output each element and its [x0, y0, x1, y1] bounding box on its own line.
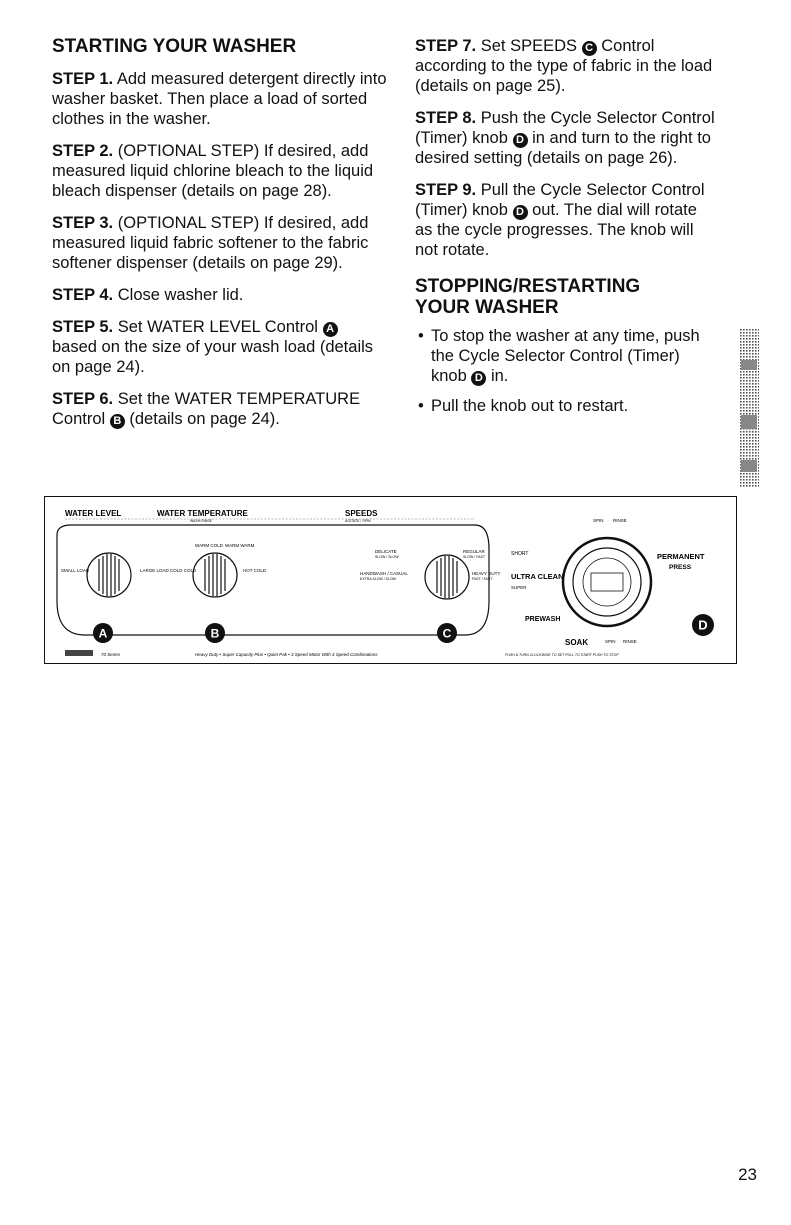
dial-spin: SPIN [605, 639, 616, 644]
control-c-badge: C [582, 41, 597, 56]
step-label: STEP 9. [415, 181, 477, 199]
step-text: Set WATER LEVEL Control [117, 318, 318, 336]
water-level-large-label: LARGE LOAD [140, 568, 169, 573]
left-column [52, 36, 387, 441]
step-2 [52, 141, 387, 201]
side-tab-decoration [737, 320, 761, 495]
step-1 [52, 69, 387, 129]
section-heading-starting: STARTING YOUR WASHER [52, 36, 297, 57]
water-temperature-label: WATER TEMPERATURE [157, 509, 248, 518]
page-number: 23 [738, 1165, 757, 1184]
dial-ultra-clean: ULTRA CLEAN [511, 572, 564, 581]
list-item [415, 396, 715, 416]
step-text: Pull the Cycle Selector Control (Timer) knob [415, 181, 705, 219]
step-label: STEP 3. [52, 214, 114, 232]
step-text: Set the WATER TEMPERATURE Control [52, 390, 361, 428]
heading-line: YOUR WASHER [415, 297, 559, 318]
speed-regular: REGULAR [463, 549, 485, 554]
control-a-badge: A [323, 322, 338, 337]
speed-heavy: HEAVY DUTY [472, 571, 501, 576]
step-text: (OPTIONAL STEP) If desired, add measured liquid chlorine bleach to the liquid bleach dispenser (details on page 28). [52, 142, 374, 200]
step-text: out. The dial will rotate as the cycle progresses. The knob will not rotate. [415, 201, 697, 259]
speeds-label: SPEEDS [345, 509, 378, 518]
step-text: based on the size of your wash load (details on page 24). [52, 338, 374, 376]
control-d-badge: D [471, 371, 486, 386]
step-label: STEP 7. [415, 37, 477, 55]
step-text: in and turn to the right to desired setting (details on page 26). [415, 129, 711, 167]
step-5 [52, 317, 387, 377]
dial-permanent: PERMANENT [657, 552, 705, 561]
water-level-small-label: SMALL LOAD [61, 568, 90, 573]
step-text: Close washer lid. [117, 286, 244, 304]
dial-super: SUPER [511, 585, 527, 590]
stop-restart-list [415, 326, 715, 416]
dial-rinse: RINSE [623, 639, 637, 644]
step-3 [52, 213, 387, 273]
control-d-badge: D [513, 205, 528, 220]
speed-handwash: HANDWASH / CASUAL [360, 571, 408, 576]
step-text: Push the Cycle Selector Control (Timer) knob [415, 109, 715, 147]
item-text: To stop the washer at any time, push the Cycle Selector Control (Timer) knob [431, 327, 700, 385]
step-label: STEP 8. [415, 109, 477, 127]
step-7 [415, 36, 715, 96]
control-panel-drawing [45, 497, 738, 665]
right-column [415, 36, 715, 426]
marker-b-letter: B [210, 626, 220, 641]
dial-short: SHORT [511, 551, 529, 557]
temp-hot-cold: HOT COLD [243, 568, 267, 573]
speed-delicate-sub: SLOW / SLOW [375, 555, 399, 559]
dial-soak: SOAK [565, 638, 589, 647]
control-b-badge: B [110, 414, 125, 429]
speed-regular-sub: SLOW / FAST [463, 555, 485, 559]
step-text: Control according to the type of fabric in the load (details on page 25). [415, 37, 713, 95]
control-d-badge: D [513, 133, 528, 148]
dial-top-spin: SPIN [593, 518, 604, 523]
step-9 [415, 180, 715, 260]
water-temp-knob [193, 553, 237, 597]
marker-d-letter: D [698, 617, 708, 633]
footer-instructions: PUSH & TURN CLOCKWISE TO SET PULL TO START PUSH TO STOP [505, 653, 619, 657]
step-6 [52, 389, 387, 429]
step-label: STEP 6. [52, 390, 114, 408]
step-text: Set SPEEDS [480, 37, 578, 55]
section-heading-stopping [415, 276, 715, 318]
footer-features: Heavy Duty • Super Capacity Plus • Quiet Pak • 3 Speed Motor With 4 Speed Combinations [195, 652, 378, 657]
step-text: Add measured detergent directly into washer basket. Then place a load of sorted clothes in the washer. [52, 70, 387, 128]
speed-heavy-sub: FAST / FAST [472, 577, 493, 581]
step-label: STEP 1. [52, 70, 114, 88]
item-text: in. [490, 367, 509, 385]
water-level-knob [87, 553, 131, 597]
brand-logo [65, 650, 93, 656]
marker-a-letter: A [98, 626, 108, 641]
speeds-knob [425, 555, 469, 599]
item-text: Pull the knob out to restart. [431, 397, 629, 415]
temp-cold-cold: COLD COLD [170, 568, 197, 573]
dial-press: PRESS [669, 564, 692, 571]
temp-warm-warm: WARM WARM [225, 543, 255, 548]
footer-series: 70 Series [101, 652, 121, 657]
water-level-label: WATER LEVEL [65, 509, 122, 518]
temp-warm-cold: WARM COLD [195, 543, 223, 548]
step-label: STEP 4. [52, 286, 114, 304]
step-8 [415, 108, 715, 168]
dial-top-rinse: RINSE [613, 518, 627, 523]
dial-prewash: PREWASH [525, 616, 561, 623]
step-4 [52, 285, 387, 305]
control-panel-illustration [44, 496, 737, 664]
step-label: STEP 2. [52, 142, 114, 160]
speed-handwash-sub: EXTRA SLOW / SLOW [360, 577, 396, 581]
step-text: (OPTIONAL STEP) If desired, add measured liquid fabric softener to the fabric softener dispenser (details on page 29). [52, 214, 369, 272]
speeds-sublabel: AGITATE / SPIN [345, 519, 371, 523]
step-text: (details on page 24). [129, 410, 280, 428]
speed-delicate: DELICATE [375, 549, 397, 554]
water-temperature-sublabel: WASH RINSE [190, 519, 213, 523]
heading-line: STOPPING/RESTARTING [415, 276, 641, 297]
marker-c-letter: C [442, 626, 452, 641]
list-item [415, 326, 715, 386]
step-label: STEP 5. [52, 318, 114, 336]
